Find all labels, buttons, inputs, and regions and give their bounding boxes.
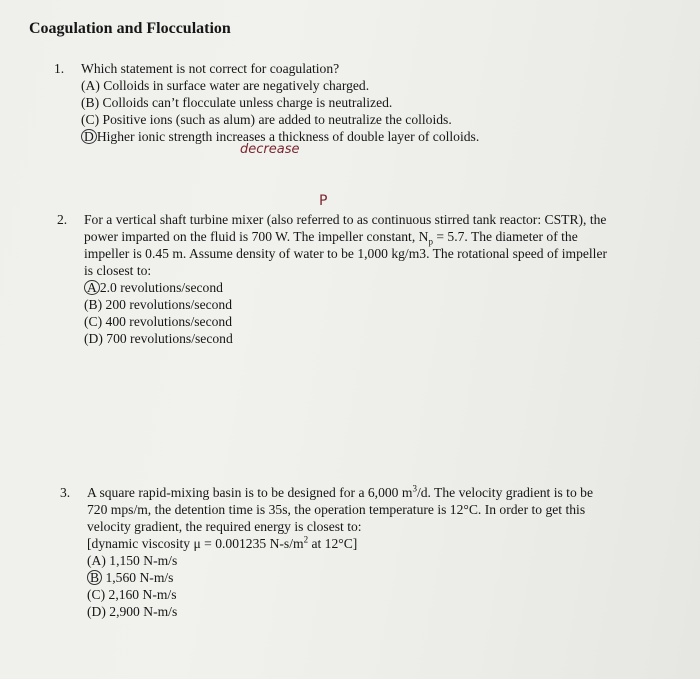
option-text: Positive ions (such as alum) are added to neutralize the colloids. <box>102 112 452 127</box>
option-text: Higher ionic strength increases a thickness of double layer of colloids. <box>96 129 480 144</box>
page-title: Coagulation and Flocculation <box>29 20 231 37</box>
option-b <box>87 569 677 586</box>
option-c: (C) Positive ions (such as alum) are added to neutralize the colloids. <box>81 112 452 127</box>
question-line <box>84 228 684 245</box>
question-stem: Which statement is not correct for coagulation? <box>81 61 340 76</box>
text-span: /d. The velocity gradient is to be <box>416 485 593 500</box>
question-line <box>87 484 677 501</box>
circled-letter: A <box>84 280 100 295</box>
question-2 <box>57 211 684 347</box>
option-text: 200 revolutions/second <box>105 297 233 312</box>
question-number: 1. <box>54 61 65 76</box>
question-line: impeller is 0.45 m. Assume density of water to be 1,000 kg/m3. The rotational speed of impeller <box>84 246 608 261</box>
question-number: 2. <box>57 212 68 227</box>
superscript: 3 <box>412 483 417 494</box>
option-text: 2.0 revolutions/second <box>99 280 223 295</box>
question-line: 720 mps/m, the detention time is 35s, the operation temperature is 12°C. In order to get this <box>87 502 586 517</box>
option-d: (D) 700 revolutions/second <box>84 331 233 346</box>
option-b: (B) 200 revolutions/second <box>84 297 233 312</box>
option-d: (D) 2,900 N-m/s <box>87 604 178 619</box>
option-c: (C) 2,160 N-m/s <box>87 587 177 602</box>
circled-letter: D <box>81 129 97 144</box>
question-line: is closest to: <box>84 263 152 278</box>
option-a: (A) 1,150 N-m/s <box>87 553 178 568</box>
handwritten-note: P <box>319 193 328 209</box>
option-text: 1,560 N-m/s <box>105 570 174 585</box>
text-span: at 12°C] <box>308 536 358 551</box>
text-span: = 5.7. The diameter of the <box>432 229 578 244</box>
circled-letter: B <box>87 570 102 585</box>
option-b: (B) Colloids can’t flocculate unless charge is neutralized. <box>81 95 393 110</box>
text-span: [dynamic viscosity μ = 0.001235 N-s/m <box>87 536 304 551</box>
question-number: 3. <box>60 485 71 500</box>
question-1 <box>54 60 681 145</box>
option-letter: B <box>88 297 98 312</box>
option-a <box>84 279 684 296</box>
text-span: A square rapid-mixing basin is to be designed for a 6,000 m <box>87 485 413 500</box>
question-line <box>87 535 677 552</box>
question-3 <box>60 483 677 620</box>
option-d <box>81 128 681 145</box>
option-a: (A) Colloids in surface water are negatively charged. <box>81 78 370 93</box>
option-c: (C) 400 revolutions/second <box>84 314 232 329</box>
subscript: p <box>428 236 433 247</box>
option-letter: C <box>85 112 95 127</box>
question-line: For a vertical shaft turbine mixer (also referred to as continuous stirred tank reactor: CSTR), the <box>84 212 607 227</box>
text-span: power imparted on the fluid is 700 W. The impeller constant, N <box>84 229 429 244</box>
handwritten-note: decrease <box>240 142 300 157</box>
question-line: velocity gradient, the required energy is closest to: <box>87 519 362 534</box>
superscript: 2 <box>303 534 309 545</box>
